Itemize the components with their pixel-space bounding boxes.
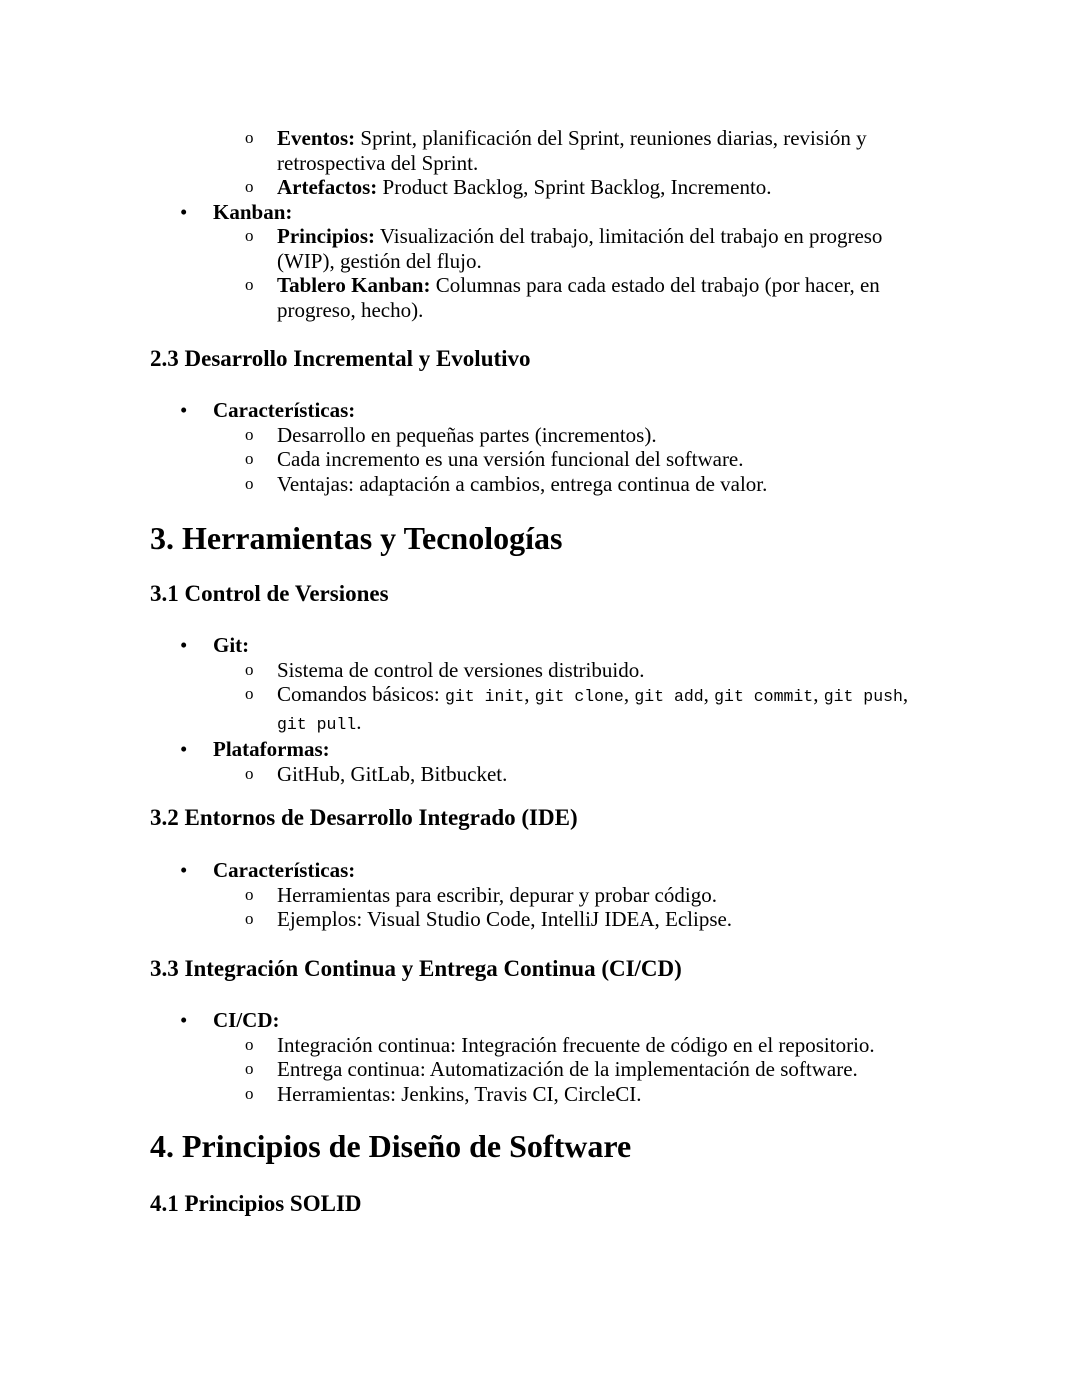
section-2-3-heading: 2.3 Desarrollo Incremental y Evolutivo bbox=[150, 346, 531, 371]
tablero-label: Tablero Kanban: bbox=[277, 273, 431, 297]
sub-bullet-marker: o bbox=[245, 1059, 254, 1078]
sub-bullet-marker: o bbox=[245, 909, 254, 928]
section-3-1-list bbox=[0, 633, 1080, 786]
eventos-text: Sprint, planificación del Sprint, reuniones diarias, revisión y retrospectiva del Sprint. bbox=[277, 126, 867, 175]
item-text: Ejemplos: Visual Studio Code, IntelliJ IDEA, Eclipse. bbox=[277, 907, 733, 931]
item-text: Integración continua: Integración frecuente de código en el repositorio. bbox=[277, 1032, 875, 1057]
item-text: Herramientas para escribir, depurar y probar código. bbox=[277, 882, 717, 907]
section-4-1-heading: 4.1 Principios SOLID bbox=[150, 1191, 362, 1216]
commands-prefix: Comandos básicos: bbox=[277, 682, 445, 706]
list-item bbox=[0, 762, 1080, 787]
list-item bbox=[0, 907, 1080, 932]
sub-bullet-marker: o bbox=[245, 1083, 254, 1103]
sub-bullet-marker: o bbox=[245, 1034, 254, 1054]
list-item bbox=[0, 423, 1080, 448]
git-label: Git: bbox=[213, 633, 250, 657]
list-item-git bbox=[0, 633, 1080, 658]
sub-bullet-marker: o bbox=[245, 473, 254, 493]
item-text: Sistema de control de versiones distribuido. bbox=[277, 657, 645, 682]
section-3-2-list bbox=[0, 858, 1080, 932]
list-item-plataformas bbox=[0, 737, 1080, 762]
cicd-label: CI/CD: bbox=[213, 1008, 280, 1032]
command-separator: , bbox=[703, 682, 715, 706]
section-3-3-heading: 3.3 Integración Continua y Entrega Continua (CI/CD) bbox=[150, 956, 682, 981]
sub-bullet-marker: o bbox=[245, 684, 254, 703]
list-item bbox=[0, 658, 1080, 683]
command-separator: , bbox=[813, 682, 824, 706]
item-text: GitHub, GitLab, Bitbucket. bbox=[277, 761, 508, 786]
caracteristicas-label: Características: bbox=[213, 398, 356, 422]
principios-text: Visualización del trabajo, limitación del trabajo en progreso (WIP), gestión del flujo. bbox=[277, 224, 883, 273]
list-item bbox=[0, 1082, 1080, 1107]
list-item-caracteristicas bbox=[0, 398, 1080, 423]
sub-bullet-marker: o bbox=[245, 763, 254, 783]
item-text: Ventajas: adaptación a cambios, entrega continua de valor. bbox=[277, 471, 768, 496]
section-3-heading: 3. Herramientas y Tecnologías bbox=[150, 520, 563, 556]
sub-bullet-marker: o bbox=[245, 659, 254, 679]
list-item-eventos bbox=[0, 126, 1080, 175]
list-item bbox=[0, 447, 1080, 472]
kanban-label: Kanban: bbox=[213, 199, 293, 224]
list-item-tablero bbox=[0, 273, 1080, 322]
tablero-text: Columnas para cada estado del trabajo (por hacer, en progreso, hecho). bbox=[277, 273, 880, 322]
bullet-marker: • bbox=[180, 398, 188, 422]
section-3-3-list bbox=[0, 1008, 1080, 1106]
sub-bullet-marker: o bbox=[245, 128, 254, 147]
command-code: git clone bbox=[534, 687, 624, 706]
section-3-1-heading: 3.1 Control de Versiones bbox=[150, 581, 389, 606]
sub-bullet-marker: o bbox=[245, 177, 254, 196]
command-code: git commit bbox=[714, 687, 814, 706]
list-item bbox=[0, 472, 1080, 497]
list-item bbox=[0, 883, 1080, 908]
item-text: Cada incremento es una versión funcional del software. bbox=[277, 447, 744, 471]
bullet-marker: • bbox=[180, 1008, 188, 1032]
bullet-marker: • bbox=[180, 199, 188, 224]
commands-end: . bbox=[356, 709, 362, 734]
sub-bullet-marker: o bbox=[245, 275, 254, 294]
list-item-principios bbox=[0, 224, 1080, 273]
item-text: Herramientas: Jenkins, Travis CI, CircleCI. bbox=[277, 1081, 642, 1106]
command-separator: , bbox=[902, 682, 909, 706]
list-item bbox=[0, 1057, 1080, 1082]
list-item-artefactos bbox=[0, 175, 1080, 200]
list-item-cicd bbox=[0, 1008, 1080, 1033]
command-separator: , bbox=[623, 682, 635, 706]
artefactos-label: Artefactos: bbox=[277, 175, 378, 199]
plataformas-label: Plataformas: bbox=[213, 737, 330, 761]
list-item-caracteristicas bbox=[0, 858, 1080, 883]
sub-bullet-marker: o bbox=[245, 884, 254, 904]
command-code: git init bbox=[445, 687, 525, 706]
bullet-marker: • bbox=[180, 858, 188, 882]
methodology-list bbox=[0, 126, 1080, 322]
section-2-3-list bbox=[0, 398, 1080, 496]
command-code: git push bbox=[823, 687, 903, 706]
artefactos-text: Product Backlog, Sprint Backlog, Incremento. bbox=[377, 175, 772, 199]
command-code: git add bbox=[634, 687, 704, 706]
list-item bbox=[0, 1033, 1080, 1058]
item-text: Entrega continua: Automatización de la implementación de software. bbox=[277, 1057, 858, 1081]
principios-label: Principios: bbox=[277, 224, 375, 248]
list-item-kanban bbox=[0, 200, 1080, 225]
sub-bullet-marker: o bbox=[245, 449, 254, 468]
command-separator: , bbox=[524, 682, 535, 706]
bullet-marker: • bbox=[180, 633, 188, 657]
list-item-commands bbox=[0, 682, 1080, 737]
command-code: git pull bbox=[277, 714, 357, 734]
section-3-2-heading: 3.2 Entornos de Desarrollo Integrado (IDE) bbox=[150, 805, 578, 830]
caracteristicas-label: Características: bbox=[213, 858, 356, 882]
bullet-marker: • bbox=[180, 737, 188, 761]
section-4-heading: 4. Principios de Diseño de Software bbox=[150, 1128, 632, 1164]
sub-bullet-marker: o bbox=[245, 226, 254, 245]
item-text: Desarrollo en pequeñas partes (incrementos). bbox=[277, 422, 657, 447]
sub-bullet-marker: o bbox=[245, 424, 254, 444]
eventos-label: Eventos: bbox=[277, 126, 356, 150]
